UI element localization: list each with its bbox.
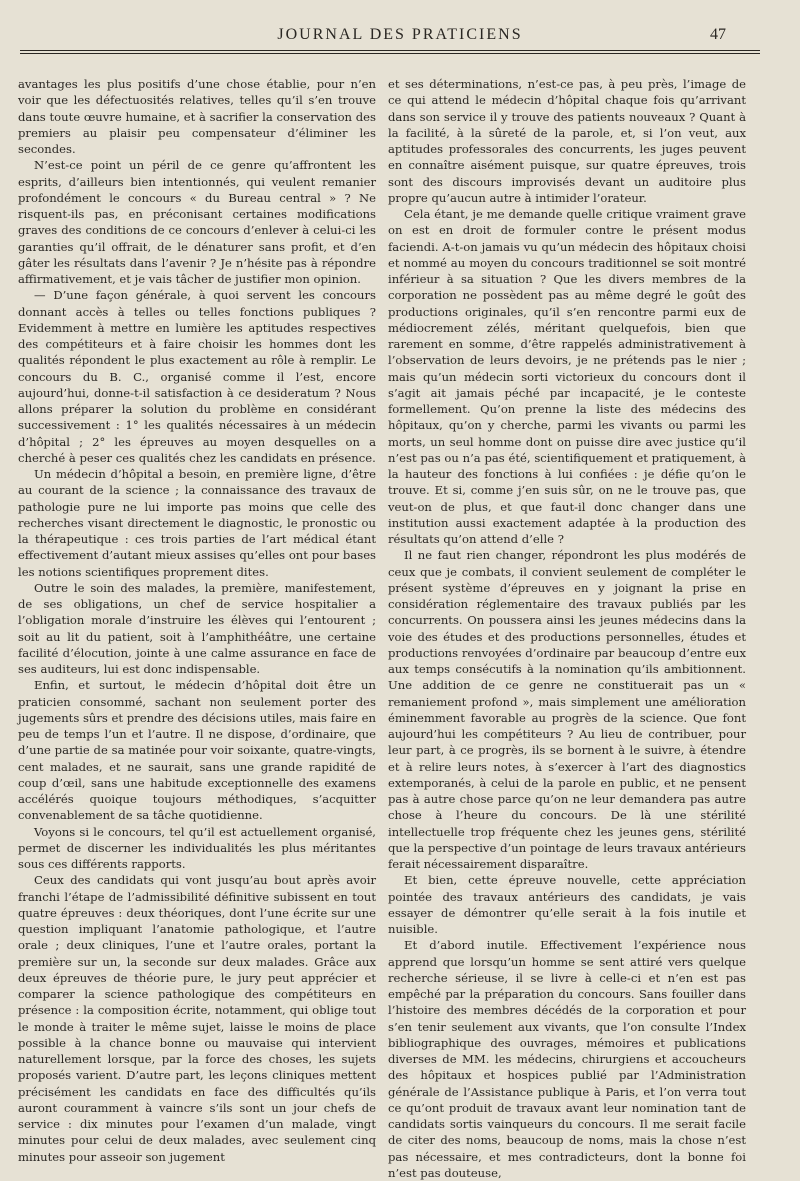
paragraph: Ceux des candidats qui vont jusqu’au bout après avoir franchi l’étape de l’admissibilité définitive subissent en tout quatre épreuves : deux théoriques, dont l’une écrite sur une question impliquant l’anatomie pathologique, et l’autre orale ; deux cliniques, l’une et l’autre orales, portant la première sur un, la seconde sur deux malades. Grâce aux deux épreuves de théorie pure, le jury peut apprécier et comparer la science pathologique des compétiteurs en présence : la composition écrite, notamment, qui oblige tout le monde à traiter le même sujet, laisse le moins de place possible à la chance bonne ou mauvaise qui intervient naturellement lorsque, par la force des choses, les sujets proposés varient. D’autre part, les leçons cliniques mettent précisément les candidats en face des difficultés qu’ils auront couramment à vaincre s’ils sont un jour chefs de service : dix minutes pour l’examen d’un malade, vingt minutes pour celui de deux malades, avec seulement cinq minutes pour asseoir son jugement xyxy=(18,873,376,1164)
paragraph: Et d’abord inutile. Effectivement l’expérience nous apprend que lorsqu’un homme se sent attiré vers quelque recherche sérieuse, il se livre à celle-ci et n’en est pas empêché par la préparation du concours. Sans fouiller dans l’histoire des membres décédés de la corporation et pour s’en tenir seulement aux vivants, que l’on consulte l’Index bibliographique des ouvrages, mémoires et publications diverses de MM. les médecins, chirurgiens et accoucheurs des hôpitaux et hospices publié par l’Administration générale de l’Assistance publique à Paris, et l’on verra tout ce qu’ont produit de travaux avant leur nomination tant de candidats sortis vainqueurs du concours. Il me serait facile de citer des noms, beaucoup de noms, mais la chose n’est pas nécessaire, et mes contradicteurs, dont la bonne foi n’est pas douteuse, xyxy=(388,938,746,1180)
running-title: JOURNAL DES PRATICIENS xyxy=(277,26,523,43)
left-column xyxy=(18,76,376,1165)
paragraph: — D’une façon générale, à quoi servent les concours donnant accès à telles ou telles fonctions publiques ? Evidemment à mettre en lumière les aptitudes respectives des compétiteurs et à faire choisir les hommes dont les qualités répondent le plus exactement au rôle à remplir. Le concours du B. C., organisé comme il l’est, encore aujourd’hui, donne-t-il satisfaction à ce desideratum ? Nous allons préparer la solution du problème en considérant successivement : 1° les qualités nécessaires à un médecin d’hôpital ; 2° les épreuves au moyen desquelles on a cherché à peser ces qualités chez les candidats en présence. xyxy=(18,288,376,465)
paragraph: Voyons si le concours, tel qu’il est actuellement organisé, permet de discerner les individualités les plus méritantes sous ces différents rapports. xyxy=(18,824,376,871)
paragraph: avantages les plus positifs d’une chose établie, pour n’en voir que les défectuosités relatives, telles qu’il s’en trouve dans toute œuvre humaine, et à sacrifier la conservation des premiers au plaisir peu compensateur d’éliminer les secondes. xyxy=(18,77,376,156)
paragraph: Outre le soin des malades, la première, manifestement, de ses obligations, un chef de service hospitalier a l’obligation morale d’instruire les élèves qui l’entourent ; soit au lit du patient, soit à l’amphithéâtre, une certaine facilité d’élocution, jointe à une calme assurance en face de ses auditeurs, lui est donc indispensable. xyxy=(18,580,376,676)
right-column xyxy=(388,76,746,1181)
paragraph: Il ne faut rien changer, répondront les plus modérés de ceux que je combats, il convient seulement de compléter le présent système d’épreuves en y joignant la prise en considération réglementaire des travaux publiés par les concurrents. On poussera ainsi les jeunes médecins dans la voie des études et des productions personnelles, études et productions renvoyées d’ordinaire par beaucoup d’entre eux aux temps consécutifs à la nomination qu’ils ambitionnent. Une addition de ce genre ne constituerait pas un « remaniement profond », mais simplement une amélioration éminemment favorable au progrès de la science. Que font aujourd’hui les compétiteurs ? Au lieu de contribuer, pour leur part, à ce progrès, ils se bornent à le suivre, à étendre et à relire leurs notes, à s’exercer à l’art des diagnostics extemporanés, à celui de la parole en public, et ne pensent pas à autre chose parce qu’on ne leur demandera pas autre chose à l’heure du concours. De là une stérilité intellectuelle trop fréquente chez les jeunes gens, stérilité que la perspective d’un pointage de leurs travaux antérieurs ferait nécessairement disparaître. xyxy=(388,548,746,871)
page-header xyxy=(20,24,780,46)
paragraph: Un médecin d’hôpital a besoin, en première ligne, d’être au courant de la science ; la connaissance des travaux de pathologie pure ne lui importe pas moins que celle des recherches visant directement le diagnostic, le pronostic ou la thérapeutique : ces trois parties de l’art médical étant effectivement d’autant mieux assises qu’elles ont pour bases les notions scientifiques proprement dites. xyxy=(18,467,376,579)
paragraph: N’est-ce point un péril de ce genre qu’affrontent les esprits, d’ailleurs bien intentionnés, qui veulent remanier profondément le concours « du Bureau central » ? Ne risquent-ils pas, en préconisant certaines modifications graves des conditions de ce concours d’enlever à celui-ci les garanties qu’il offrait, de le dénaturer sans profit, et d’en gâter les résultats dans l’avenir ? Je n’hésite pas à répondre affirmativement, et je vais tâcher de justifier mon opinion. xyxy=(18,158,376,286)
paragraph: Enfin, et surtout, le médecin d’hôpital doit être un praticien consommé, sachant non seulement porter des jugements sûrs et prendre des décisions utiles, mais faire en peu de temps l’un et l’autre. Il ne dispose, d’ordinaire, que d’une partie de sa matinée pour voir soixante, quatre-vingts, cent malades, et ne saurait, sans une grande rapidité de coup d’œil, sans une habitude exceptionnelle des examens accélérés quoique toujours méthodiques, s’acquitter convenablement de sa tâche quotidienne. xyxy=(18,678,377,823)
header-rule xyxy=(20,50,760,54)
paragraph: Et bien, cette épreuve nouvelle, cette appréciation pointée des travaux antérieurs des candidats, je vais essayer de démontrer qu’elle serait à la fois inutile et nuisible. xyxy=(388,873,746,936)
paragraph: et ses déterminations, n’est-ce pas, à peu près, l’image de ce qui attend le médecin d’hôpital chaque fois qu’arrivant dans son service il y trouve des patients nouveaux ? Quant à la facilité, à la sûreté de la parole, et, si l’on veut, aux aptitudes professorales des concurrents, les juges peuvent en connaître aisément puisque, sur quatre épreuves, trois sont des discours improvisés devant un auditoire plus propre qu’aucun autre à intimider l’orateur. xyxy=(388,77,746,205)
page-number: 47 xyxy=(710,26,726,43)
paragraph: Cela étant, je me demande quelle critique vraiment grave on est en droit de formuler contre le présent modus faciendi. A-t-on jamais vu qu’un médecin des hôpitaux choisi et nommé au moyen du concours traditionnel se soit montré inférieur à sa situation ? Que les divers membres de la corporation ne possèdent pas au même degré le goût des productions originales, qu’il s’en rencontre parmi eux de médiocrement zélés, méritant quelquefois, bien que rarement en somme, d’être rappelés administrativement à l’observation de leurs devoirs, je ne prétends pas le nier ; mais qu’un médecin sorti victorieux du concours dont il s’agit ait jamais péché par incapacité, je le conteste formellement. Qu’on prenne la liste des médecins des hôpitaux, qu’on y cherche, parmi les vivants ou parmi les morts, un seul homme dont on puisse dire avec justice qu’il n’est pas ou n’a pas été, scientifiquement et pratiquement, à la hauteur des fonctions à lui confiées : je défie qu’on le trouve. Et si, comme j’en suis sûr, on ne le trouve pas, que veut-on de plus, et que faut-il donc changer dans une institution aussi exactement adaptée à la production des résultats qu’on attend d’elle ? xyxy=(388,207,746,546)
